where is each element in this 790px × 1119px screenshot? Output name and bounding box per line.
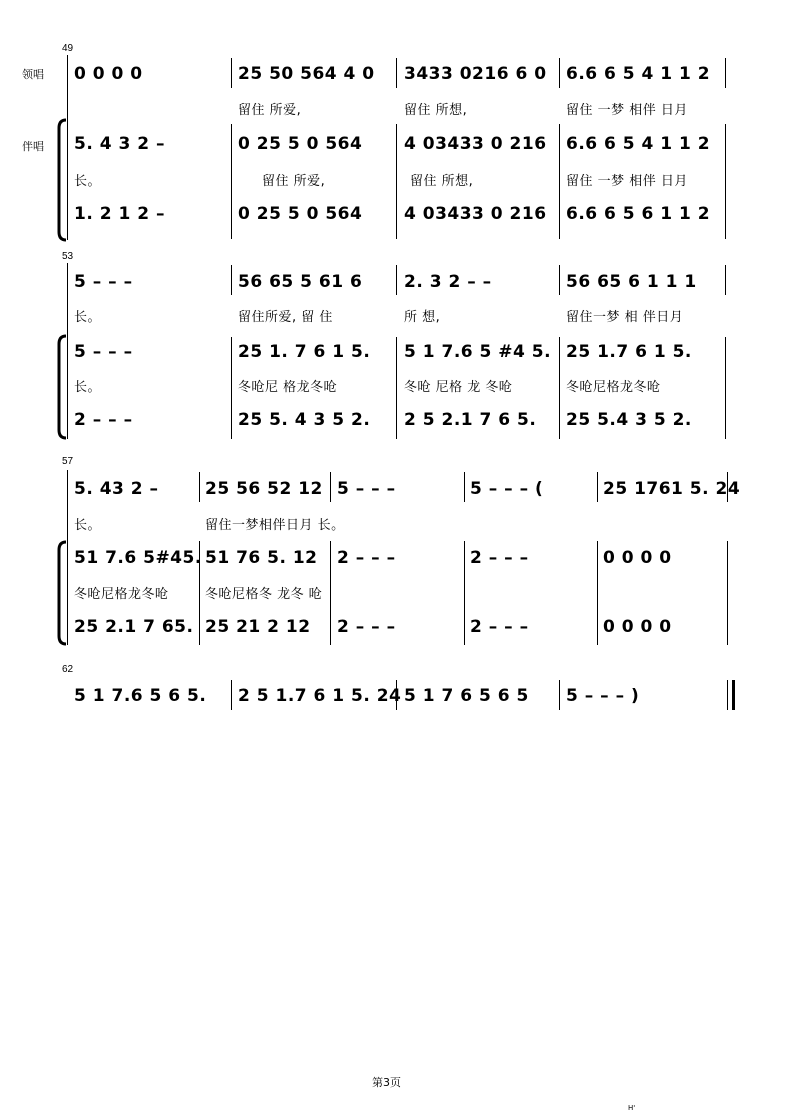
accomp-upper-measure: 51 7.6 5#45.: [74, 548, 202, 568]
accomp-lower-measure: 0 25 5 0 564: [238, 204, 363, 224]
lead-lyric: 留住一梦 相 伴日月: [566, 310, 684, 325]
accomp-lower-measure: 1. 2 1 2 –: [74, 204, 165, 224]
lead-measure: 56 65 6 1 1 1: [566, 272, 697, 292]
lead-measure: 25 56 52 12: [205, 479, 323, 499]
lead-measure: 3433 0216 6 0: [404, 64, 547, 84]
final-barline: [732, 680, 735, 710]
accomp-lower-measure: 2 – – –: [74, 410, 133, 430]
lead-measure: 2 5 1.7 6 1 5. 24: [238, 686, 402, 706]
accomp-upper-measure: 0 25 5 0 564: [238, 134, 363, 154]
accomp-upper-measure: 0 0 0 0: [603, 548, 672, 568]
measure-number: 57: [62, 456, 74, 467]
lead-measure: 5 1 7 6 5 6 5: [404, 686, 529, 706]
lead-lyric: 留住 所想,: [404, 103, 468, 118]
accomp-upper-measure: 25 1.7 6 1 5.: [566, 342, 692, 362]
accomp-lower-measure: 25 5. 4 3 5 2.: [238, 410, 371, 430]
lead-lyric: 留住 所爱,: [238, 103, 302, 118]
accomp-lower-measure: 2 – – –: [470, 617, 529, 637]
lead-measure: 25 50 564 4 0: [238, 64, 375, 84]
accomp-lower-measure: 25 2.1 7 65.: [74, 617, 194, 637]
lead-label: 领唱: [22, 68, 44, 81]
lead-measure: 2. 3 2 – –: [404, 272, 492, 292]
accomp-lower-measure: 4 03433 0 216: [404, 204, 547, 224]
measure-number: 62: [62, 664, 74, 675]
lead-measure: 5. 43 2 –: [74, 479, 159, 499]
accomp-lower-measure: 6.6 6 5 6 1 1 2: [566, 204, 711, 224]
accomp-label: 伴唱: [22, 140, 44, 153]
bracket-icon: [56, 334, 68, 440]
bracket-icon: [56, 540, 68, 646]
accomp-lower-measure: 25 5.4 3 5 2.: [566, 410, 692, 430]
accomp-upper-measure: 6.6 6 5 4 1 1 2: [566, 134, 711, 154]
lead-measure: 5 – – –: [74, 272, 133, 292]
accomp-lower-measure: 0 0 0 0: [603, 617, 672, 637]
accomp-lyric: 长。: [74, 380, 102, 395]
lead-measure: 56 65 5 61 6: [238, 272, 363, 292]
corner-mark: H': [628, 1104, 636, 1112]
accomp-upper-measure: 4 03433 0 216: [404, 134, 547, 154]
accomp-upper-measure: 25 1. 7 6 1 5.: [238, 342, 371, 362]
lead-lyric: 留住一梦相伴日月 长。: [205, 518, 345, 533]
lead-measure: 5 – – – (: [470, 479, 544, 499]
accomp-lyric: 冬呛尼 格龙冬呛: [238, 380, 338, 395]
accomp-upper-measure: 2 – – –: [337, 548, 396, 568]
accomp-upper-measure: 2 – – –: [470, 548, 529, 568]
accomp-upper-measure: 5. 4 3 2 –: [74, 134, 165, 154]
lead-measure: 5 – – –: [337, 479, 396, 499]
accomp-lyric: 冬呛 尼格 龙 冬呛: [404, 380, 513, 395]
lead-measure: 25 1761 5. 24: [603, 479, 741, 499]
accomp-lyric: 留住 一梦 相伴 日月: [566, 174, 688, 189]
lead-measure: 5 – – – ): [566, 686, 640, 706]
accomp-lyric: 冬呛尼格龙冬呛: [566, 380, 661, 395]
accomp-upper-measure: 5 – – –: [74, 342, 133, 362]
accomp-lyric: 长。: [74, 174, 102, 189]
lead-measure: 6.6 6 5 4 1 1 2: [566, 64, 711, 84]
accomp-lyric: 留住 所爱,: [262, 174, 326, 189]
accomp-upper-measure: 5 1 7.6 5 #4 5.: [404, 342, 552, 362]
measure-number: 49: [62, 43, 74, 54]
accomp-lyric: 冬呛尼格冬 龙冬 呛: [205, 587, 323, 602]
accomp-lower-measure: 2 5 2.1 7 6 5.: [404, 410, 537, 430]
lead-lyric: 留住所爱, 留 住: [238, 310, 333, 325]
accomp-upper-measure: 51 76 5. 12: [205, 548, 318, 568]
lead-measure: 0 0 0 0: [74, 64, 143, 84]
lead-measure: 5 1 7.6 5 6 5.: [74, 686, 207, 706]
measure-number: 53: [62, 251, 74, 262]
lead-lyric: 所 想,: [404, 310, 441, 325]
accomp-lower-measure: 25 21 2 12: [205, 617, 311, 637]
lead-lyric: 长。: [74, 518, 102, 533]
lead-lyric: 长。: [74, 310, 102, 325]
accomp-lyric: 留住 所想,: [410, 174, 474, 189]
accomp-lower-measure: 2 – – –: [337, 617, 396, 637]
lead-lyric: 留住 一梦 相伴 日月: [566, 103, 688, 118]
page-number: 第3页: [372, 1076, 401, 1089]
bracket-icon: [56, 118, 68, 242]
accomp-lyric: 冬呛尼格龙冬呛: [74, 587, 169, 602]
